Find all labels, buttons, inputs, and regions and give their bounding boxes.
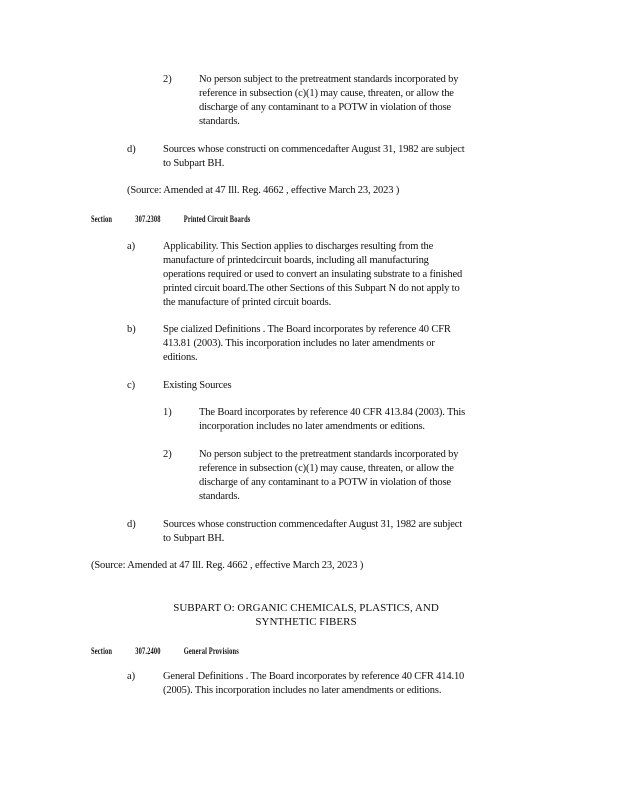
subpart-heading [106, 601, 506, 629]
text-line: Sources whose construction commencedafter August 31, 1982 are subject [163, 519, 463, 530]
paragraph-text [199, 73, 509, 129]
text-line: discharge of any contaminant to a POTW in violation of those [199, 477, 451, 488]
text-line: Sources whose constructi on commencedafter August 31, 1982 are subject [163, 144, 465, 155]
text-line: standards. [199, 116, 240, 127]
text-line: (Source: Amended at 47 Ill. Reg. 4662 , effective March 23, 2023 ) [127, 185, 400, 196]
paragraph-text [199, 448, 509, 504]
text-line: reference in subsection (c)(1) may cause, threaten, or allow the [199, 88, 454, 99]
text-line: The Board incorporates by reference 40 CFR 413.84 (2003). This [199, 407, 466, 418]
section-number: 307.2400 [135, 646, 161, 656]
text-line: to Subpart BH. [163, 533, 225, 544]
item-marker: c) [127, 380, 136, 391]
section-title: Printed Circuit Boards [183, 214, 251, 224]
text-line: discharge of any contaminant to a POTW in violation of those [199, 102, 451, 113]
paragraph-text [163, 518, 515, 546]
section-heading [91, 214, 274, 224]
text-line: No person subject to the pretreatment standards incorporated by [199, 449, 459, 460]
text-line: (2005). This incorporation includes no later amendments or editions. [163, 685, 442, 696]
text-line: Existing Sources [163, 380, 232, 391]
text-line: printed circuit board.The other Sections of this Subpart N do not apply to [163, 283, 460, 294]
item-marker: 1) [163, 407, 172, 418]
section-label: Section [91, 214, 113, 224]
paragraph-text [163, 379, 515, 393]
source-note [127, 184, 399, 198]
paragraph-text [163, 240, 515, 310]
text-line: to Subpart BH. [163, 158, 225, 169]
text-line: the manufacture of printed circuit boards. [163, 297, 332, 308]
item-marker: d) [127, 144, 136, 155]
section-number: 307.2308 [135, 214, 161, 224]
section-label: Section [91, 646, 113, 656]
text-line: operations required or used to convert an insulating substrate to a finished [163, 269, 463, 280]
item-marker: a) [127, 671, 136, 682]
text-line: No person subject to the pretreatment standards incorporated by [199, 74, 459, 85]
item-marker: a) [127, 241, 136, 252]
subpart-line: SYNTHETIC FIBERS [255, 616, 357, 628]
text-line: Applicability. This Section applies to discharges resulting from the [163, 241, 434, 252]
text-line: editions. [163, 352, 198, 363]
text-line: Spe cialized Definitions . The Board incorporates by reference 40 CFR [163, 324, 451, 335]
subpart-line: SUBPART O: ORGANIC CHEMICALS, PLASTICS, AND [173, 602, 439, 614]
item-marker: 2) [163, 74, 172, 85]
section-heading [91, 646, 262, 656]
item-marker: b) [127, 324, 136, 335]
text-line: reference in subsection (c)(1) may cause, threaten, or allow the [199, 463, 454, 474]
paragraph-text [199, 406, 517, 434]
text-line: General Definitions . The Board incorporates by reference 40 CFR 414.10 [163, 671, 465, 682]
paragraph-text [163, 323, 515, 365]
text-line: standards. [199, 491, 240, 502]
paragraph-text [163, 143, 515, 171]
paragraph-text [163, 670, 515, 698]
text-line: 413.81 (2003). This incorporation includes no later amendments or [163, 338, 435, 349]
section-title: General Provisions [183, 646, 239, 656]
text-line: (Source: Amended at 47 Ill. Reg. 4662 , effective March 23, 2023 ) [91, 560, 364, 571]
text-line: incorporation includes no later amendments or editions. [199, 421, 425, 432]
source-note [91, 559, 363, 573]
item-marker: d) [127, 519, 136, 530]
item-marker: 2) [163, 449, 172, 460]
text-line: manufacture of printedcircuit boards, including all manufacturing [163, 255, 429, 266]
